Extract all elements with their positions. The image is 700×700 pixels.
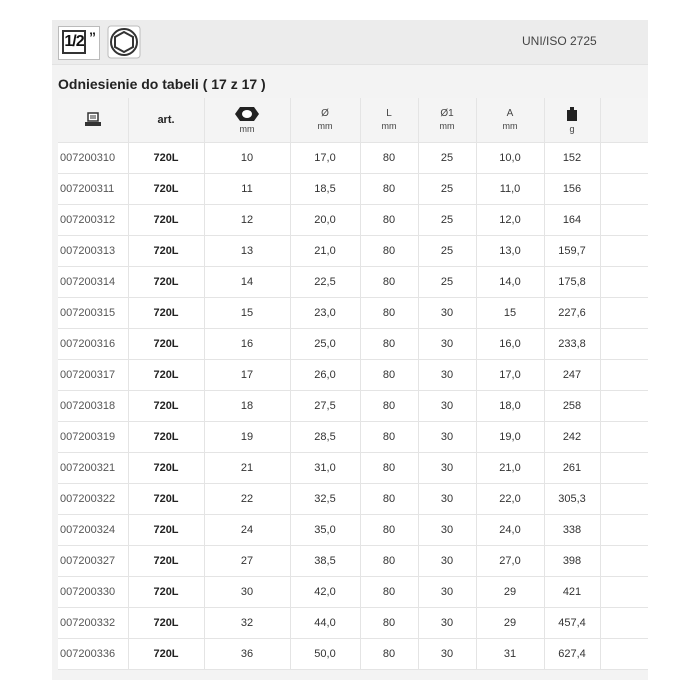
size-cell: 18 — [204, 390, 290, 421]
cart-icon — [84, 112, 102, 128]
size-cell: 10 — [204, 142, 290, 173]
a-cell: 14,0 — [476, 266, 544, 297]
size-cell: 22 — [204, 483, 290, 514]
extra-cell — [600, 359, 648, 390]
size-cell: 24 — [204, 514, 290, 545]
size-cell: 11 — [204, 173, 290, 204]
art-cell: 720L — [128, 266, 204, 297]
length-cell: 80 — [360, 483, 418, 514]
art-cell: 720L — [128, 576, 204, 607]
diameter-cell: 22,5 — [290, 266, 360, 297]
hex-nut-icon — [234, 106, 260, 122]
table-row[interactable] — [58, 328, 648, 359]
diameter-1-cell: 30 — [418, 576, 476, 607]
half-inch-drive-icon — [58, 26, 100, 60]
table-row[interactable] — [58, 545, 648, 576]
column-header-art: art. — [128, 98, 204, 142]
diameter-1-cell: 25 — [418, 173, 476, 204]
weight-cell: 261 — [544, 452, 600, 483]
table-row[interactable] — [58, 421, 648, 452]
diameter-1-cell: 30 — [418, 359, 476, 390]
table-body — [58, 142, 648, 669]
article-code-cell: 007200311 — [58, 173, 128, 204]
size-cell: 30 — [204, 576, 290, 607]
article-code-cell: 007200327 — [58, 545, 128, 576]
extra-cell — [600, 173, 648, 204]
column-unit: g — [569, 123, 575, 134]
diameter-cell: 44,0 — [290, 607, 360, 638]
length-cell: 80 — [360, 142, 418, 173]
length-cell: 80 — [360, 576, 418, 607]
diameter-1-cell: 25 — [418, 204, 476, 235]
diameter-cell: 26,0 — [290, 359, 360, 390]
column-header-a — [476, 98, 544, 142]
extra-cell — [600, 266, 648, 297]
length-cell: 80 — [360, 235, 418, 266]
weight-cell: 164 — [544, 204, 600, 235]
a-cell: 10,0 — [476, 142, 544, 173]
column-header-cart — [58, 98, 128, 142]
article-code-cell: 007200316 — [58, 328, 128, 359]
diameter-1-cell: 25 — [418, 235, 476, 266]
table-row[interactable] — [58, 483, 648, 514]
table-row[interactable] — [58, 204, 648, 235]
size-cell: 21 — [204, 452, 290, 483]
diameter-cell: 35,0 — [290, 514, 360, 545]
diameter-1-cell: 30 — [418, 390, 476, 421]
article-code-cell: 007200314 — [58, 266, 128, 297]
art-cell: 720L — [128, 235, 204, 266]
table-row[interactable] — [58, 235, 648, 266]
art-cell: 720L — [128, 514, 204, 545]
article-code-cell: 007200318 — [58, 390, 128, 421]
diameter-1-cell: 30 — [418, 607, 476, 638]
weight-cell: 227,6 — [544, 297, 600, 328]
a-cell: 13,0 — [476, 235, 544, 266]
product-table — [58, 98, 648, 670]
a-cell: 27,0 — [476, 545, 544, 576]
diameter-cell: 28,5 — [290, 421, 360, 452]
table-row[interactable] — [58, 514, 648, 545]
extra-cell — [600, 483, 648, 514]
extra-cell — [600, 204, 648, 235]
length-cell: 80 — [360, 173, 418, 204]
length-cell: 80 — [360, 266, 418, 297]
extra-cell — [600, 514, 648, 545]
column-header-diameter — [290, 98, 360, 142]
article-code-cell: 007200322 — [58, 483, 128, 514]
length-cell: 80 — [360, 359, 418, 390]
article-code-cell: 007200317 — [58, 359, 128, 390]
weight-cell: 258 — [544, 390, 600, 421]
a-cell: 12,0 — [476, 204, 544, 235]
size-cell: 13 — [204, 235, 290, 266]
diameter-cell: 32,5 — [290, 483, 360, 514]
column-unit: mm — [502, 121, 518, 132]
a-cell: 18,0 — [476, 390, 544, 421]
size-cell: 14 — [204, 266, 290, 297]
column-header-diameter-1 — [418, 98, 476, 142]
column-unit: mm — [239, 123, 255, 134]
article-code-cell: 007200336 — [58, 638, 128, 669]
column-header-weight — [544, 98, 600, 142]
diameter-cell: 38,5 — [290, 545, 360, 576]
diameter-1-cell: 30 — [418, 421, 476, 452]
a-cell: 11,0 — [476, 173, 544, 204]
table-row[interactable] — [58, 607, 648, 638]
table-row[interactable] — [58, 452, 648, 483]
length-cell: 80 — [360, 421, 418, 452]
weight-cell: 627,4 — [544, 638, 600, 669]
column-unit: mm — [439, 121, 455, 132]
diameter-cell: 27,5 — [290, 390, 360, 421]
diameter-1-cell: 25 — [418, 142, 476, 173]
a-cell: 21,0 — [476, 452, 544, 483]
extra-cell — [600, 297, 648, 328]
diameter-1-cell: 30 — [418, 483, 476, 514]
extra-cell — [600, 235, 648, 266]
diameter-1-cell: 25 — [418, 266, 476, 297]
table-row[interactable] — [58, 359, 648, 390]
article-code-cell: 007200330 — [58, 576, 128, 607]
article-code-cell: 007200332 — [58, 607, 128, 638]
article-code-cell: 007200319 — [58, 421, 128, 452]
drive-size-label: 1/2 — [62, 30, 86, 54]
extra-cell — [600, 576, 648, 607]
table-row[interactable] — [58, 173, 648, 204]
a-cell: 16,0 — [476, 328, 544, 359]
diameter-cell: 18,5 — [290, 173, 360, 204]
column-header-length — [360, 98, 418, 142]
table-row[interactable] — [58, 142, 648, 173]
weight-cell: 152 — [544, 142, 600, 173]
a-cell: 17,0 — [476, 359, 544, 390]
diameter-cell: 23,0 — [290, 297, 360, 328]
weight-cell: 242 — [544, 421, 600, 452]
article-code-cell: 007200324 — [58, 514, 128, 545]
table-row[interactable] — [58, 297, 648, 328]
weight-cell: 175,8 — [544, 266, 600, 297]
weight-icon — [565, 106, 579, 122]
art-cell: 720L — [128, 638, 204, 669]
diameter-cell: 31,0 — [290, 452, 360, 483]
length-cell: 80 — [360, 638, 418, 669]
weight-cell: 421 — [544, 576, 600, 607]
extra-cell — [600, 390, 648, 421]
art-cell: 720L — [128, 483, 204, 514]
extra-cell — [600, 545, 648, 576]
art-cell: 720L — [128, 173, 204, 204]
article-code-cell: 007200315 — [58, 297, 128, 328]
table-row[interactable] — [58, 390, 648, 421]
art-cell: 720L — [128, 142, 204, 173]
article-code-cell: 007200310 — [58, 142, 128, 173]
column-unit: mm — [381, 121, 397, 132]
a-cell: 29 — [476, 607, 544, 638]
art-cell: 720L — [128, 421, 204, 452]
weight-cell: 338 — [544, 514, 600, 545]
diameter-1-cell: 30 — [418, 328, 476, 359]
art-cell: 720L — [128, 545, 204, 576]
weight-cell: 159,7 — [544, 235, 600, 266]
size-cell: 36 — [204, 638, 290, 669]
art-cell: 720L — [128, 452, 204, 483]
column-label: Ø — [321, 108, 329, 120]
article-code-cell: 007200312 — [58, 204, 128, 235]
diameter-1-cell: 30 — [418, 297, 476, 328]
hexagon-icon — [107, 25, 141, 59]
page-frame — [52, 20, 648, 680]
a-cell: 19,0 — [476, 421, 544, 452]
diameter-cell: 17,0 — [290, 142, 360, 173]
length-cell: 80 — [360, 328, 418, 359]
length-cell: 80 — [360, 297, 418, 328]
art-cell: 720L — [128, 297, 204, 328]
diameter-cell: 21,0 — [290, 235, 360, 266]
extra-cell — [600, 328, 648, 359]
extra-cell — [600, 452, 648, 483]
extra-cell — [600, 638, 648, 669]
size-cell: 19 — [204, 421, 290, 452]
column-header-extra — [600, 98, 648, 142]
length-cell: 80 — [360, 607, 418, 638]
diameter-1-cell: 30 — [418, 638, 476, 669]
a-cell: 24,0 — [476, 514, 544, 545]
extra-cell — [600, 142, 648, 173]
size-cell: 27 — [204, 545, 290, 576]
length-cell: 80 — [360, 545, 418, 576]
length-cell: 80 — [360, 514, 418, 545]
size-cell: 15 — [204, 297, 290, 328]
top-bar — [52, 20, 648, 65]
table-row[interactable] — [58, 638, 648, 669]
drive-size-quote: ” — [89, 29, 96, 45]
length-cell: 80 — [360, 452, 418, 483]
art-cell: 720L — [128, 390, 204, 421]
art-cell: 720L — [128, 359, 204, 390]
art-cell: 720L — [128, 328, 204, 359]
a-cell: 31 — [476, 638, 544, 669]
diameter-cell: 50,0 — [290, 638, 360, 669]
column-unit: mm — [317, 121, 333, 132]
table-header-row — [58, 98, 648, 142]
weight-cell: 457,4 — [544, 607, 600, 638]
column-label: L — [386, 108, 392, 120]
extra-cell — [600, 421, 648, 452]
diameter-cell: 25,0 — [290, 328, 360, 359]
size-cell: 16 — [204, 328, 290, 359]
weight-cell: 156 — [544, 173, 600, 204]
diameter-cell: 42,0 — [290, 576, 360, 607]
a-cell: 15 — [476, 297, 544, 328]
size-cell: 32 — [204, 607, 290, 638]
weight-cell: 398 — [544, 545, 600, 576]
table-heading: Odniesienie do tabeli ( 17 z 17 ) — [58, 76, 266, 92]
length-cell: 80 — [360, 204, 418, 235]
column-label: A — [506, 108, 514, 120]
diameter-1-cell: 30 — [418, 514, 476, 545]
diameter-cell: 20,0 — [290, 204, 360, 235]
diameter-1-cell: 30 — [418, 545, 476, 576]
article-code-cell: 007200313 — [58, 235, 128, 266]
diameter-1-cell: 30 — [418, 452, 476, 483]
art-cell: 720L — [128, 607, 204, 638]
article-code-cell: 007200321 — [58, 452, 128, 483]
standard-label: UNI/ISO 2725 — [522, 34, 597, 48]
size-cell: 17 — [204, 359, 290, 390]
length-cell: 80 — [360, 390, 418, 421]
table-row[interactable] — [58, 266, 648, 297]
weight-cell: 305,3 — [544, 483, 600, 514]
a-cell: 29 — [476, 576, 544, 607]
table-row[interactable] — [58, 576, 648, 607]
column-header-hex — [204, 98, 290, 142]
weight-cell: 233,8 — [544, 328, 600, 359]
weight-cell: 247 — [544, 359, 600, 390]
art-cell: 720L — [128, 204, 204, 235]
column-label: Ø1 — [440, 108, 454, 120]
extra-cell — [600, 607, 648, 638]
a-cell: 22,0 — [476, 483, 544, 514]
size-cell: 12 — [204, 204, 290, 235]
